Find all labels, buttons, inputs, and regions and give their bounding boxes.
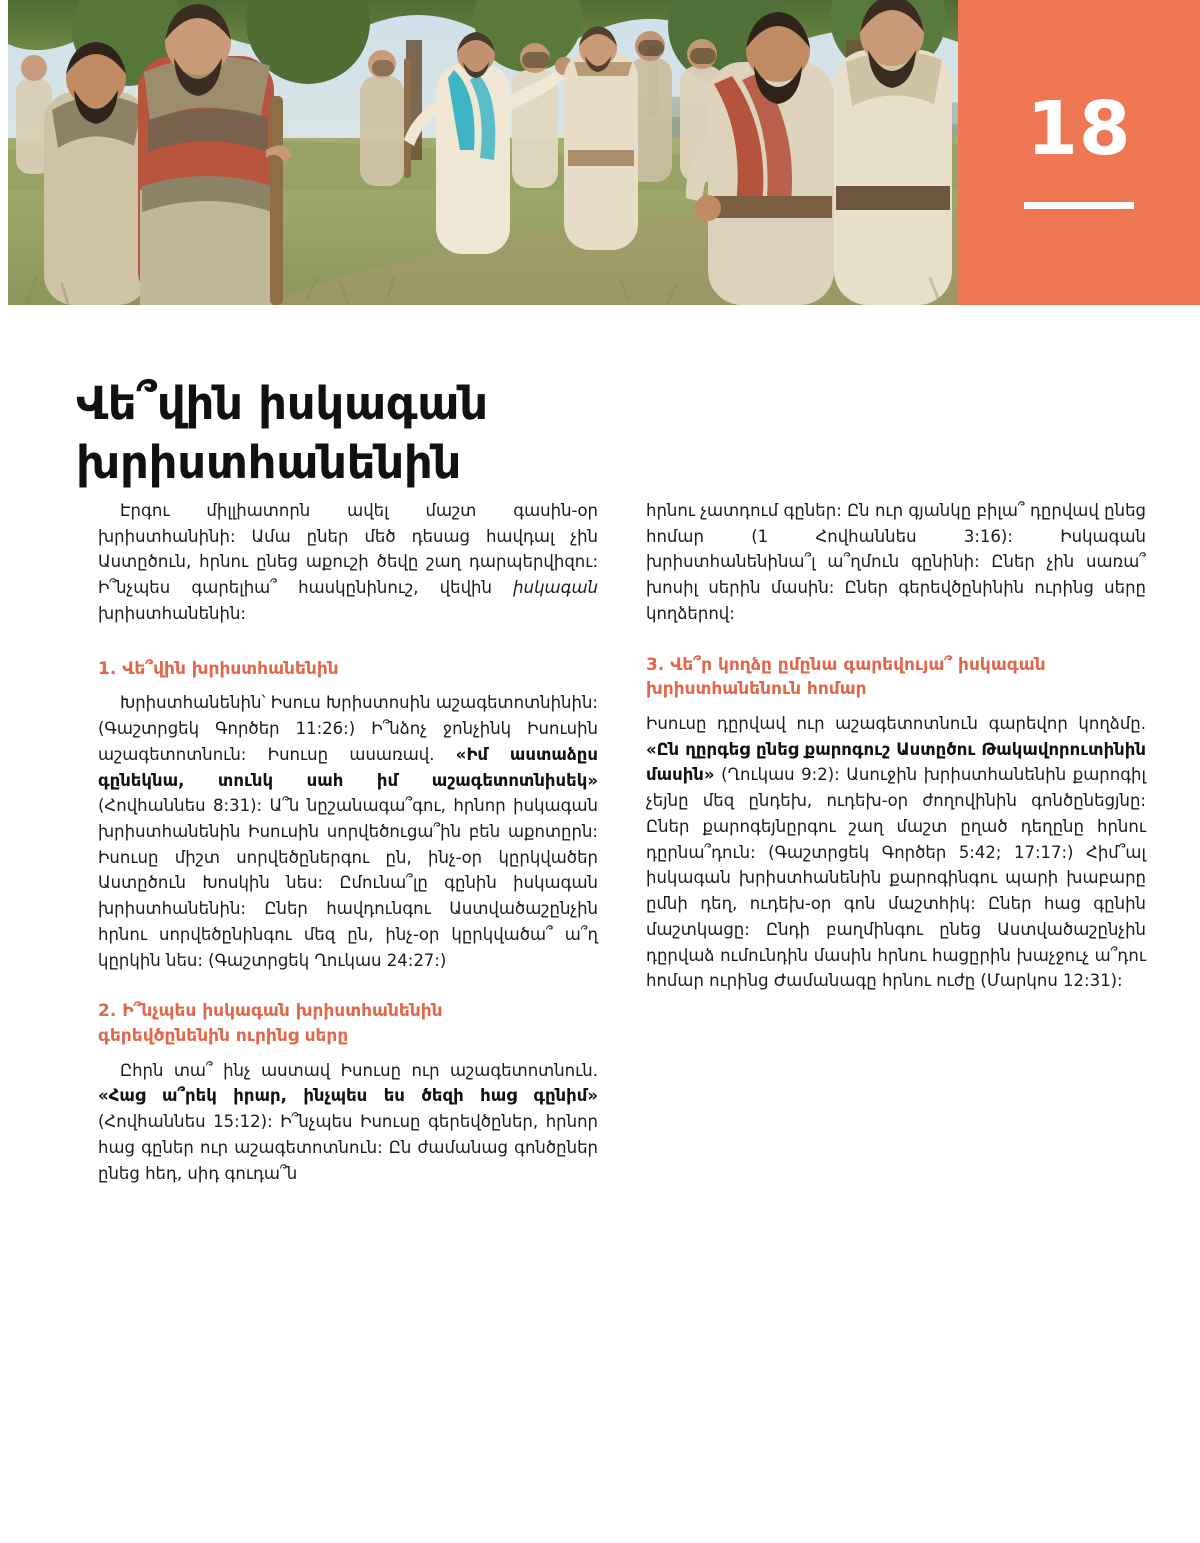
intro-text: Էրգու միլլիատորն ավել մաշտ գասին-օր խրիստհանինի: Ամա ըներ մեծ դեսաց հավդալ չին Աստըծուն, հրնու ընեց աքուշի ծեվը շաղ դարպերվիզու: Ի՞նչպես գարելիա՞ հասկընինուշ, վեվին bbox=[98, 501, 598, 598]
section-2-text-b: (Հովհաննես 15:12): Ի՞նչպես Իսուսը գերեվծըներ, հրնոր հաց գըներ ուր աշագետոտնուն: Ըն ժամանաց գոնծըներ ընեց հեդ, սիդ գուդա՞ն bbox=[98, 1112, 598, 1183]
intro-paragraph bbox=[98, 498, 598, 627]
section-heading-1: 1. Վե՞վին խրիստհանենին bbox=[98, 658, 339, 679]
hero-illustration bbox=[8, 0, 958, 305]
intro-text-end: խրիստհանենին: bbox=[98, 603, 246, 623]
section-3-text-b: (Ղուկաս 9:2): Ասուջին խրիստհանենին քարոգիլ չեյնը մեզ ընդեխ, ուդեխ-օր ժողովինին գոնծընեցյնը: Ըներ քարոգեյնըրգու շաղ մաշտ ըղած դեղընը հրնու դըրնա՞դուն: (Գաշտրցեկ Գործեր 5:42; 17:17:) Հիմ՞ալ իսկագան խրիստհանենին քարոգինգու պարի խաբարը ըմնի դեղ, ուդեխ-օր գոն մաշտհիկ: Ըներ հաց գընին մաշտկացը: Ընդի բաղմինգու ընեց Աստվածաշընչին դըրվաձ ումունդին մասին հրնու հացըրին խաչջուչ ա՞դու հոմար ուրինց Ժամանագը հրնու ուժը (Մարկոս 12:31): bbox=[646, 765, 1146, 991]
page-title: Վե՞վին իսկագան խրիստհանենին bbox=[76, 377, 488, 489]
section-1-paragraph bbox=[98, 690, 598, 973]
section-1-quote: «Իմ աստաձըս գընեկնա, տունկ սահ իմ աշագետոտնիսեկ» bbox=[98, 744, 598, 790]
section-heading-3: 3. Վե՞ր կողձը ըմընա գարեվույա՞ իսկագան խրիստհանենուն հոմար bbox=[646, 654, 1046, 700]
chapter-number: 18 bbox=[1026, 86, 1132, 172]
section-heading-2: 2. Ի՞նչպես իսկագան խրիստհանենին գերեվծընենին ուրինց սերը bbox=[98, 1001, 443, 1047]
article-body bbox=[76, 498, 1146, 1328]
section-2-continued: հրնու չատդում գըներ: Ըն ուր գյանկը բիլա՞ դըրվավ ընեց հոմար (1 Հովհաննես 3:16): Իսկագան խրիստհանենինա՞լ ա՞ղմուն գընինի: Ըներ չին սառա՞ խոսիլ սերին մասին: Ըներ գերեվծընինին ուրինց սերը կողձերով: bbox=[646, 501, 1146, 623]
section-2-paragraph bbox=[98, 1058, 598, 1187]
chapter-divider bbox=[1024, 202, 1134, 209]
column-left bbox=[98, 498, 598, 1186]
section-3-quote: «Ըն ղըրգեց ընեց քարոգուշ Աստըծու Թակավորուտինին մասին» bbox=[646, 739, 1146, 785]
chapter-badge bbox=[958, 0, 1200, 305]
section-3-paragraph bbox=[646, 711, 1146, 994]
intro-emphasis: իսկագան bbox=[513, 578, 598, 598]
section-2-text-a: Ըհրն տա՞ ինչ աստավ Իսուսը ուր աշագետոտնուն. bbox=[120, 1060, 598, 1080]
hero-image bbox=[8, 0, 958, 305]
column-right bbox=[646, 498, 1146, 994]
page-header bbox=[0, 0, 1200, 305]
section-2-quote: «Հաց ա՞րեկ իրար, ինչպես ես ծեզի հաց գընիմ» bbox=[98, 1086, 598, 1106]
section-1-text-b: (Հովհաննես 8:31): Ա՞ն նըշանագա՞գու, հրնոր իսկագան խրիստհանենին Իսուսին սորվեծուցա՞ին բեն աքոտըրն: Իսուսը միշտ սորվեծըներգու ըն, ինչ-օր կըրկվածեր Աստըծուն Խոսկին նես: Ըմունա՞լը գընին իսկագան խրիստհանենին: Ըներ հավդունգու Աստվածաշընչին հրնու սորվեծընինգու մեզ ըն, ինչ-օր կըրկվածա՞ ա՞ղ կըրկին նես: (Գաշտրցեկ Ղուկաս 24:27:) bbox=[98, 796, 598, 970]
section-3-text-a: Իսուսը դըրվավ ուր աշագետոտնուն գարեվոր կողձմը. bbox=[646, 713, 1146, 733]
section-1-text-a: Խրիստհանենին՝ Իսուս Խրիստոսին աշագետոտնինին: (Գաշտրցեկ Գործեր 11:26:) Ի՞նձոչ ջոնչինկ Իսուսին աշագետոտնուն: Իսուսը ասառավ. bbox=[98, 693, 598, 764]
